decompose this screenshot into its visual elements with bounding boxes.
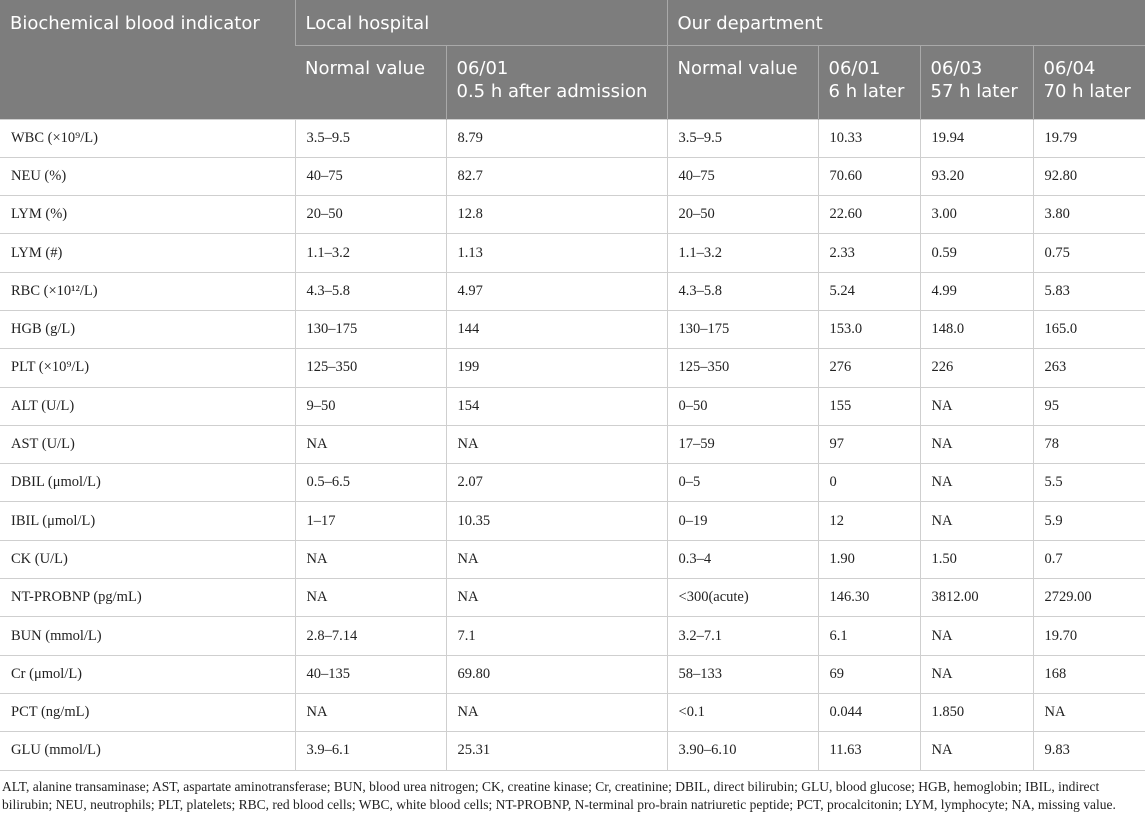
value-cell: 2.33	[818, 234, 920, 272]
value-cell: 92.80	[1033, 157, 1145, 195]
value-cell: 19.94	[920, 119, 1033, 157]
value-cell: 1.850	[920, 693, 1033, 731]
value-cell: 4.3–5.8	[667, 272, 818, 310]
value-cell: 4.3–5.8	[295, 272, 446, 310]
header-ours-0603: 06/03 57 h later	[920, 45, 1033, 119]
value-cell: 5.24	[818, 272, 920, 310]
value-cell: <300(acute)	[667, 579, 818, 617]
value-cell: NA	[295, 425, 446, 463]
value-cell: 3.9–6.1	[295, 732, 446, 770]
value-cell: 1.50	[920, 540, 1033, 578]
value-cell: 6.1	[818, 617, 920, 655]
value-cell: 20–50	[295, 196, 446, 234]
table-row	[0, 540, 1145, 578]
table-row	[0, 655, 1145, 693]
value-cell: 69	[818, 655, 920, 693]
value-cell: 12.8	[446, 196, 667, 234]
value-cell: 0.5–6.5	[295, 464, 446, 502]
indicator-label: PCT (ng/mL)	[0, 693, 295, 731]
header-group-ours: Our department	[667, 0, 1145, 45]
value-cell: 11.63	[818, 732, 920, 770]
value-cell: 82.7	[446, 157, 667, 195]
value-cell: 0.7	[1033, 540, 1145, 578]
value-cell: 168	[1033, 655, 1145, 693]
header-local-0601: 06/01 0.5 h after admission	[446, 45, 667, 119]
value-cell: 4.99	[920, 272, 1033, 310]
value-cell: 1.1–3.2	[667, 234, 818, 272]
indicator-label: IBIL (μmol/L)	[0, 502, 295, 540]
value-cell: 146.30	[818, 579, 920, 617]
header-ours-0604: 06/04 70 h later	[1033, 45, 1145, 119]
indicator-label: PLT (×10⁹/L)	[0, 349, 295, 387]
value-cell: 226	[920, 349, 1033, 387]
value-cell: NA	[920, 617, 1033, 655]
value-cell: 125–350	[295, 349, 446, 387]
value-cell: 10.35	[446, 502, 667, 540]
table-row	[0, 157, 1145, 195]
value-cell: 2729.00	[1033, 579, 1145, 617]
value-cell: 97	[818, 425, 920, 463]
value-cell: 165.0	[1033, 310, 1145, 348]
value-cell: NA	[446, 540, 667, 578]
value-cell: NA	[446, 425, 667, 463]
value-cell: NA	[920, 425, 1033, 463]
value-cell: 8.79	[446, 119, 667, 157]
value-cell: 93.20	[920, 157, 1033, 195]
value-cell: 263	[1033, 349, 1145, 387]
value-cell: 144	[446, 310, 667, 348]
value-cell: 276	[818, 349, 920, 387]
value-cell: 4.97	[446, 272, 667, 310]
value-cell: NA	[295, 540, 446, 578]
value-cell: NA	[920, 502, 1033, 540]
value-cell: 7.1	[446, 617, 667, 655]
value-cell: 0.3–4	[667, 540, 818, 578]
value-cell: 153.0	[818, 310, 920, 348]
table-row	[0, 693, 1145, 731]
value-cell: NA	[920, 655, 1033, 693]
value-cell: 5.9	[1033, 502, 1145, 540]
table-header	[0, 0, 1145, 119]
value-cell: 17–59	[667, 425, 818, 463]
value-cell: NA	[446, 579, 667, 617]
indicator-label: Cr (μmol/L)	[0, 655, 295, 693]
value-cell: 22.60	[818, 196, 920, 234]
value-cell: 40–75	[295, 157, 446, 195]
value-cell: 58–133	[667, 655, 818, 693]
table-row	[0, 234, 1145, 272]
value-cell: 0–19	[667, 502, 818, 540]
value-cell: 10.33	[818, 119, 920, 157]
value-cell: 0–50	[667, 387, 818, 425]
table-row	[0, 579, 1145, 617]
table-row	[0, 349, 1145, 387]
value-cell: NA	[295, 693, 446, 731]
value-cell: 25.31	[446, 732, 667, 770]
value-cell: 9.83	[1033, 732, 1145, 770]
indicator-label: GLU (mmol/L)	[0, 732, 295, 770]
value-cell: 154	[446, 387, 667, 425]
indicator-label: HGB (g/L)	[0, 310, 295, 348]
value-cell: 3812.00	[920, 579, 1033, 617]
value-cell: 0.59	[920, 234, 1033, 272]
value-cell: 12	[818, 502, 920, 540]
value-cell: NA	[295, 579, 446, 617]
value-cell: NA	[920, 732, 1033, 770]
indicator-label: BUN (mmol/L)	[0, 617, 295, 655]
value-cell: 130–175	[295, 310, 446, 348]
value-cell: 20–50	[667, 196, 818, 234]
value-cell: 1.90	[818, 540, 920, 578]
value-cell: NA	[920, 464, 1033, 502]
value-cell: 5.5	[1033, 464, 1145, 502]
table-row	[0, 387, 1145, 425]
value-cell: 155	[818, 387, 920, 425]
table-body	[0, 119, 1145, 770]
value-cell: 40–135	[295, 655, 446, 693]
value-cell: 3.2–7.1	[667, 617, 818, 655]
value-cell: 125–350	[667, 349, 818, 387]
indicator-label: LYM (%)	[0, 196, 295, 234]
table-footnote: ALT, alanine transaminase; AST, aspartate aminotransferase; BUN, blood urea nitrogen; CK, creatine kinase; Cr, creatinine; DBIL, direct bilirubin; GLU, blood glucose; HGB, hemoglobin; IBIL, indirect bilirubin; NEU, neutrophils; PLT, platelets; RBC, red blood cells; WBC, white blood cells; NT-PROBNP, N-terminal pro-brain natriuretic peptide; PCT, procalcitonin; LYM, lymphocyte; NA, missing value.	[2, 778, 1116, 812]
table-row	[0, 425, 1145, 463]
indicator-label: NT-PROBNP (pg/mL)	[0, 579, 295, 617]
header-local-normal: Normal value	[295, 45, 446, 119]
value-cell: 148.0	[920, 310, 1033, 348]
value-cell: NA	[920, 387, 1033, 425]
indicator-label: RBC (×10¹²/L)	[0, 272, 295, 310]
value-cell: NA	[1033, 693, 1145, 731]
indicator-label: CK (U/L)	[0, 540, 295, 578]
table-row	[0, 196, 1145, 234]
value-cell: 9–50	[295, 387, 446, 425]
value-cell: 69.80	[446, 655, 667, 693]
value-cell: 1–17	[295, 502, 446, 540]
value-cell: 3.00	[920, 196, 1033, 234]
value-cell: 3.5–9.5	[667, 119, 818, 157]
value-cell: 0–5	[667, 464, 818, 502]
value-cell: 0	[818, 464, 920, 502]
value-cell: 19.70	[1033, 617, 1145, 655]
value-cell: 5.83	[1033, 272, 1145, 310]
value-cell: 95	[1033, 387, 1145, 425]
table-row	[0, 732, 1145, 770]
value-cell: 19.79	[1033, 119, 1145, 157]
value-cell: 2.07	[446, 464, 667, 502]
table-row	[0, 464, 1145, 502]
header-ours-normal: Normal value	[667, 45, 818, 119]
indicator-label: NEU (%)	[0, 157, 295, 195]
header-group-local: Local hospital	[295, 0, 667, 45]
value-cell: 130–175	[667, 310, 818, 348]
value-cell: 3.80	[1033, 196, 1145, 234]
indicator-label: DBIL (μmol/L)	[0, 464, 295, 502]
header-indicator: Biochemical blood indicator	[0, 0, 295, 119]
value-cell: 0.75	[1033, 234, 1145, 272]
value-cell: 199	[446, 349, 667, 387]
value-cell: 78	[1033, 425, 1145, 463]
value-cell: 1.13	[446, 234, 667, 272]
indicator-label: LYM (#)	[0, 234, 295, 272]
value-cell: 3.90–6.10	[667, 732, 818, 770]
value-cell: 70.60	[818, 157, 920, 195]
table-row	[0, 310, 1145, 348]
table-row	[0, 617, 1145, 655]
value-cell: 1.1–3.2	[295, 234, 446, 272]
value-cell: 0.044	[818, 693, 920, 731]
value-cell: 3.5–9.5	[295, 119, 446, 157]
value-cell: NA	[446, 693, 667, 731]
indicator-label: AST (U/L)	[0, 425, 295, 463]
value-cell: 2.8–7.14	[295, 617, 446, 655]
table-row	[0, 119, 1145, 157]
table-row	[0, 272, 1145, 310]
indicator-label: WBC (×10⁹/L)	[0, 119, 295, 157]
value-cell: 40–75	[667, 157, 818, 195]
value-cell: <0.1	[667, 693, 818, 731]
table-row	[0, 502, 1145, 540]
indicator-label: ALT (U/L)	[0, 387, 295, 425]
header-ours-0601: 06/01 6 h later	[818, 45, 920, 119]
